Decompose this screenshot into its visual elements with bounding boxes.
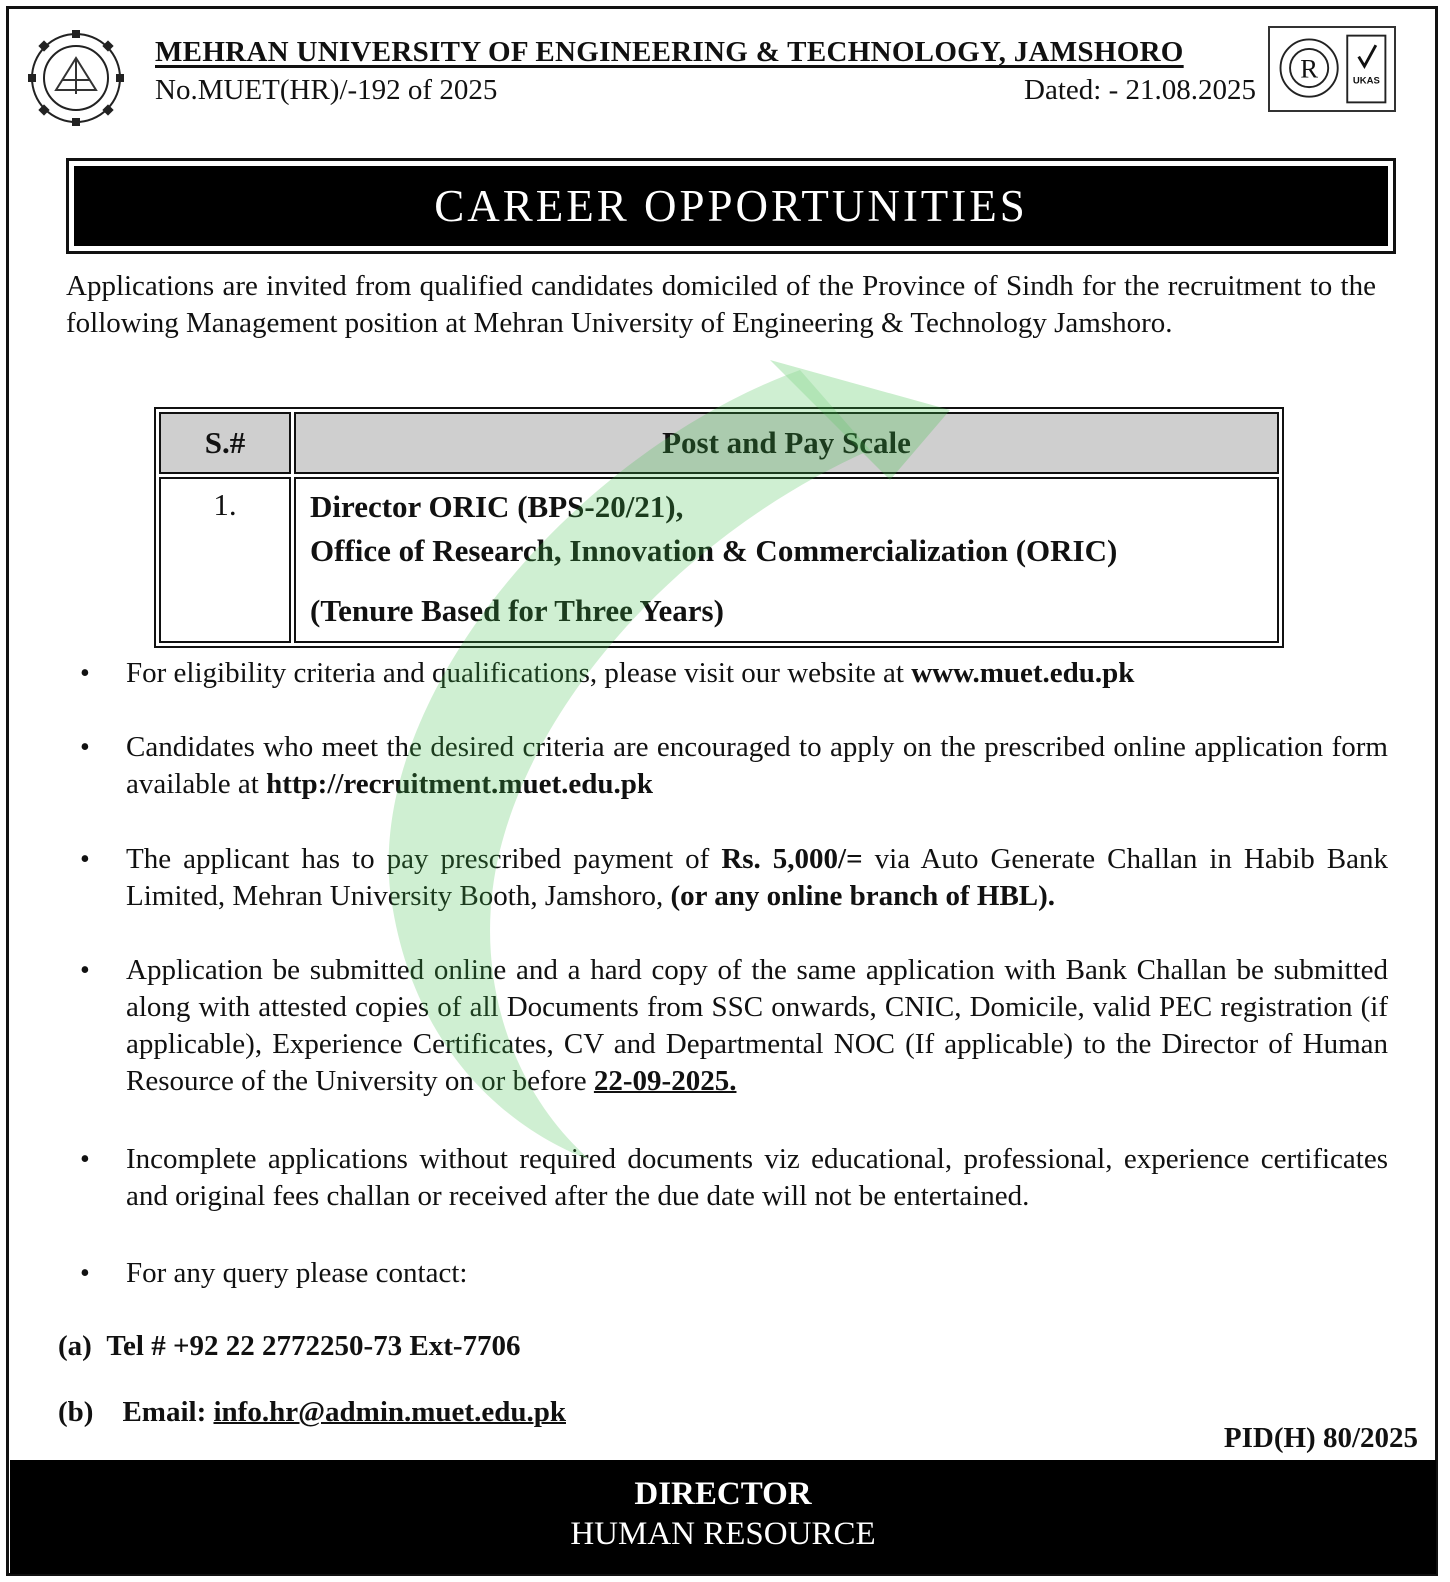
list-item: • Application be submitted online and a hard copy of the same application with Bank Challan be submitted along with attested copies of all Documents from SSC onwards, CNIC, Domicile, valid PEC registration (if applicable), Experience Certificates, CV and Departmental NOC (If applicable) to the Director of Human Resource of the University on or before 22-09-2025. — [70, 952, 1388, 1100]
banner-title: CAREER OPPORTUNITIES — [74, 166, 1388, 246]
intro-paragraph: Applications are invited from qualified candidates domiciled of the Province of Sindh for the recruitment to the following Management position at Mehran University of Engineering & Technology Jamshoro. — [66, 270, 1376, 339]
footer-department: HUMAN RESOURCE — [570, 1516, 876, 1552]
university-name: MEHRAN UNIVERSITY OF ENGINEERING & TECHNOLOGY, JAMSHORO — [155, 36, 1184, 68]
university-seal-logo — [22, 28, 130, 128]
recruitment-link[interactable]: http://recruitment.muet.edu.pk — [266, 768, 654, 800]
document-date: Dated: - 21.08.2025 — [1024, 74, 1256, 106]
table-row — [159, 477, 1279, 643]
list-item: • For any query please contact: — [70, 1255, 1388, 1292]
list-item: • For eligibility criteria and qualifications, please visit our website at www.muet.edu.pk — [70, 655, 1388, 692]
col-header-sn: S.# — [159, 412, 291, 474]
footer-designation: DIRECTOR — [634, 1476, 812, 1512]
post-title: Director ORIC (BPS-20/21), — [310, 489, 684, 524]
fee-amount: Rs. 5,000/= — [721, 843, 863, 875]
positions-table — [154, 407, 1284, 648]
footer-signature-block — [10, 1460, 1436, 1574]
row-sn: 1. — [159, 477, 291, 643]
list-item: • Incomplete applications without required documents viz educational, professional, experience certificates and original fees challan or received after the due date will not be entertained. — [70, 1141, 1388, 1215]
svg-text:R: R — [1300, 53, 1319, 84]
email-link[interactable]: info.hr@admin.muet.edu.pk — [213, 1396, 566, 1428]
row-post — [294, 477, 1279, 643]
svg-text:UKAS: UKAS — [1352, 75, 1380, 87]
table-header-row — [159, 412, 1279, 474]
certification-badges-logo — [1268, 26, 1396, 112]
col-header-post: Post and Pay Scale — [294, 412, 1279, 474]
title-banner — [66, 158, 1396, 254]
pid-number: PID(H) 80/2025 — [1223, 1422, 1418, 1454]
reference-number: No.MUET(HR)/-192 of 2025 — [155, 74, 498, 106]
contact-phone: (a) Tel # +92 22 2772250-73 Ext-7706 — [58, 1330, 521, 1362]
hbl-branch-note: (or any online branch of HBL). — [670, 880, 1056, 912]
contact-email: (b) Email: info.hr@admin.muet.edu.pk — [58, 1396, 566, 1428]
post-office: Office of Research, Innovation & Commercialization (ORIC) — [310, 533, 1118, 568]
list-item: • Candidates who meet the desired criteria are encouraged to apply on the prescribed online application form available at http://recruitment.muet.edu.pk — [70, 729, 1388, 803]
deadline-date: 22-09-2025. — [593, 1065, 737, 1097]
list-item: • The applicant has to pay prescribed payment of Rs. 5,000/= via Auto Generate Challan in Habib Bank Limited, Mehran University Booth, Jamshoro, (or any online branch of HBL). — [70, 841, 1388, 915]
phone-number: Tel # +92 22 2772250-73 Ext-7706 — [106, 1330, 521, 1362]
post-tenure: (Tenure Based for Three Years) — [310, 593, 724, 628]
website-link[interactable]: www.muet.edu.pk — [911, 657, 1135, 689]
